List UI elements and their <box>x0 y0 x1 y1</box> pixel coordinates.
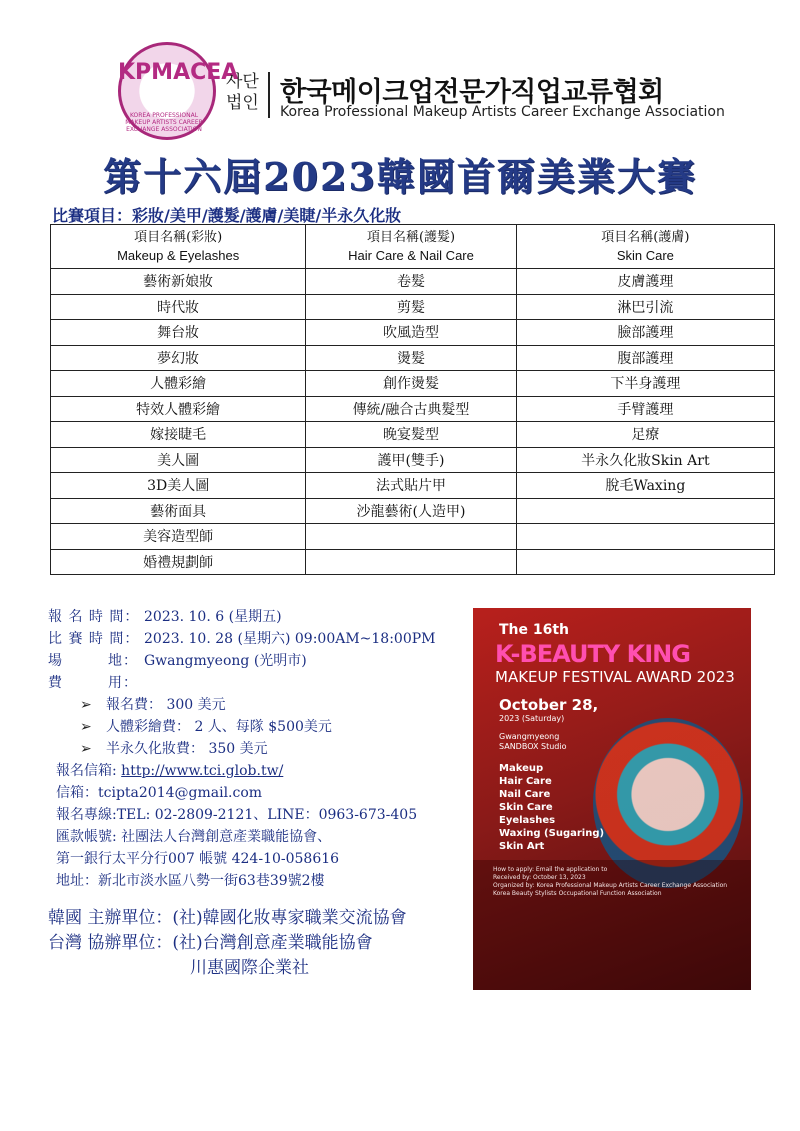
fee-label: 費 用： <box>48 675 138 691</box>
arrow-icon: ➢ <box>80 741 92 757</box>
table-body <box>51 269 775 575</box>
sadan-label <box>226 72 259 114</box>
poster-category: Hair Care <box>499 776 552 787</box>
table-cell: 手臂護理 <box>516 396 774 422</box>
header-skin <box>516 225 774 269</box>
table-cell: 腹部護理 <box>516 345 774 371</box>
fee-item <box>80 716 468 738</box>
header-zh: 項目名稱(彩妝) <box>134 229 223 245</box>
table-row <box>51 422 775 448</box>
table-cell: 臉部護理 <box>516 320 774 346</box>
table-cell <box>516 498 774 524</box>
info-block <box>48 606 468 892</box>
table-cell: 創作燙髮 <box>306 371 516 397</box>
table-row <box>51 269 775 295</box>
mail-link[interactable]: http://www.tci.glob.tw/ <box>121 763 284 779</box>
fee-item <box>80 738 468 760</box>
poster-category: Waxing (Sugaring) <box>499 828 605 839</box>
poster-category: Makeup <box>499 763 544 774</box>
poster-subtitle: MAKEUP FESTIVAL AWARD 2023 <box>495 668 735 686</box>
poster-date-2: 2023 (Saturday) <box>499 714 565 723</box>
table-cell: 時代妝 <box>51 294 306 320</box>
poster-title: K-BEAUTY KING <box>495 640 690 668</box>
poster-category: Eyelashes <box>499 815 556 826</box>
table-cell <box>516 549 774 575</box>
table-cell: 足療 <box>516 422 774 448</box>
table-header-row <box>51 225 775 269</box>
header-zh: 項目名稱(護膚) <box>601 229 690 245</box>
arrow-icon: ➢ <box>80 719 92 735</box>
table-row <box>51 498 775 524</box>
table-cell: 美容造型師 <box>51 524 306 550</box>
poster-category: Skin Art <box>499 841 545 852</box>
table-cell: 皮膚護理 <box>516 269 774 295</box>
table-cell: 下半身護理 <box>516 371 774 397</box>
header-en: Skin Care <box>616 247 674 263</box>
table-row <box>51 473 775 499</box>
sadan-line1: 사단 <box>226 72 259 92</box>
divider <box>268 72 270 118</box>
table-row <box>51 371 775 397</box>
org-english-name: Korea Professional Makeup Artists Career Exchange Association <box>280 104 725 120</box>
reg-time-value: 2023. 10. 6 (星期五) <box>144 609 282 625</box>
comp-time-value: 2023. 10. 28 (星期六) 09:00AM~18:00PM <box>144 631 436 647</box>
poster-edition: The 16th <box>499 622 570 638</box>
poster-small-3: Organized by: Korea Professional Makeup Artists Career Exchange Association <box>493 882 728 889</box>
account-line-2: 第一銀行太平分行007 帳號 424-10-058616 <box>56 851 340 867</box>
header-zh: 項目名稱(護髮) <box>366 229 456 245</box>
table-cell <box>306 524 516 550</box>
table-cell: 夢幻妝 <box>51 345 306 371</box>
table-cell: 傳統/融合古典髮型 <box>306 396 516 422</box>
fee-text: 人體彩繪費： 2 人、每隊 $500美元 <box>106 719 332 735</box>
table-cell: 人體彩繪 <box>51 371 306 397</box>
poster-categories <box>499 762 604 853</box>
table-cell: 藝術新娘妝 <box>51 269 306 295</box>
table-cell: 藝術面具 <box>51 498 306 524</box>
table-cell: 特效人體彩繪 <box>51 396 306 422</box>
table-row <box>51 345 775 371</box>
poster-small-text <box>493 866 733 898</box>
poster-small-1: How to apply: Email the application to <box>493 866 608 873</box>
table-cell <box>306 549 516 575</box>
table-row <box>51 396 775 422</box>
venue-label: 場 地： <box>48 653 138 669</box>
table-row <box>51 549 775 575</box>
reg-time-label: 報 名 時 間： <box>48 609 140 625</box>
logo-text: KPMACEA <box>118 60 239 85</box>
table-cell: 半永久化妝Skin Art <box>516 447 774 473</box>
address-line: 地址：新北市淡水區八勢一街63巷39號2樓 <box>56 873 325 889</box>
poster-small-4: Korea Beauty Stylists Occupational Function Association <box>493 890 662 897</box>
logo-subtext: KOREA PROFESSIONAL MAKEUP ARTISTS CAREER EXCHANGE ASSOCIATION <box>125 112 203 133</box>
poster-location-1: Gwangmyeong <box>499 732 560 741</box>
comp-time-row <box>48 628 468 650</box>
hotline-line: 報名專線:TEL: 02-2809-2121、LINE：0963-673-405 <box>56 807 418 823</box>
taiwan-organizer: 台灣 協辦單位：(社)台灣創意產業職能協會 <box>48 933 373 953</box>
table-cell: 剪髮 <box>306 294 516 320</box>
fee-row <box>48 672 468 694</box>
table-cell: 卷髮 <box>306 269 516 295</box>
table-cell: 燙髮 <box>306 345 516 371</box>
table-row <box>51 524 775 550</box>
table-cell: 法式貼片甲 <box>306 473 516 499</box>
table-cell: 3D美人圖 <box>51 473 306 499</box>
table-cell: 吹風造型 <box>306 320 516 346</box>
venue-value: Gwangmyeong (光明市) <box>144 653 307 669</box>
header <box>118 42 725 142</box>
items-table <box>50 224 775 575</box>
table-cell: 淋巴引流 <box>516 294 774 320</box>
poster-category: Skin Care <box>499 802 553 813</box>
taiwan-organizer-2: 川惠國際企業社 <box>190 958 309 978</box>
table-cell: 嫁接睫毛 <box>51 422 306 448</box>
table-cell <box>516 524 774 550</box>
table-cell: 護甲(雙手) <box>306 447 516 473</box>
table-cell: 脫毛Waxing <box>516 473 774 499</box>
poster-date: October 28, <box>499 696 599 714</box>
poster-small-2: Received by: October 13, 2023 <box>493 874 586 881</box>
reg-time-row <box>48 606 468 628</box>
event-title: 第十六屆2023韓國首爾美業大賽 <box>103 154 697 199</box>
poster-location-2: SANDBOX Studio <box>499 742 567 751</box>
header-hair <box>306 225 516 269</box>
table-cell: 舞台妝 <box>51 320 306 346</box>
table-cell: 晚宴髮型 <box>306 422 516 448</box>
sadan-line2: 법인 <box>226 93 259 113</box>
fee-item <box>80 694 468 716</box>
header-en: Hair Care & Nail Care <box>348 247 474 263</box>
korea-organizer: 韓國 主辦單位：(社)韓國化妝專家職業交流協會 <box>48 908 407 928</box>
categories-line: 比賽項目：彩妝/美甲/護髮/護膚/美睫/半永久化妝 <box>52 206 402 225</box>
org-korean-name: 한국메이크업전문가직업교류협회 <box>280 77 664 108</box>
account-line-1: 匯款帳號: 社團法人台灣創意產業職能協會、 <box>56 829 332 845</box>
organizers <box>48 906 407 981</box>
arrow-icon: ➢ <box>80 697 92 713</box>
header-makeup <box>51 225 306 269</box>
event-poster <box>473 608 751 990</box>
poster-category: Nail Care <box>499 789 551 800</box>
fee-text: 報名費： 300 美元 <box>106 697 226 713</box>
poster-location <box>499 732 566 752</box>
mail-row <box>56 760 468 782</box>
comp-time-label: 比 賽 時 間： <box>48 631 140 647</box>
venue-row <box>48 650 468 672</box>
table-cell: 美人圖 <box>51 447 306 473</box>
mail-label: 報名信箱: <box>56 763 122 779</box>
table-cell: 婚禮規劃師 <box>51 549 306 575</box>
table-row <box>51 447 775 473</box>
table-row <box>51 294 775 320</box>
table-row <box>51 320 775 346</box>
email-line: 信箱：tcipta2014@gmail.com <box>56 785 263 801</box>
fee-text: 半永久化妝費： 350 美元 <box>106 741 268 757</box>
header-en: Makeup & Eyelashes <box>117 247 240 263</box>
table-cell: 沙龍藝術(人造甲) <box>306 498 516 524</box>
